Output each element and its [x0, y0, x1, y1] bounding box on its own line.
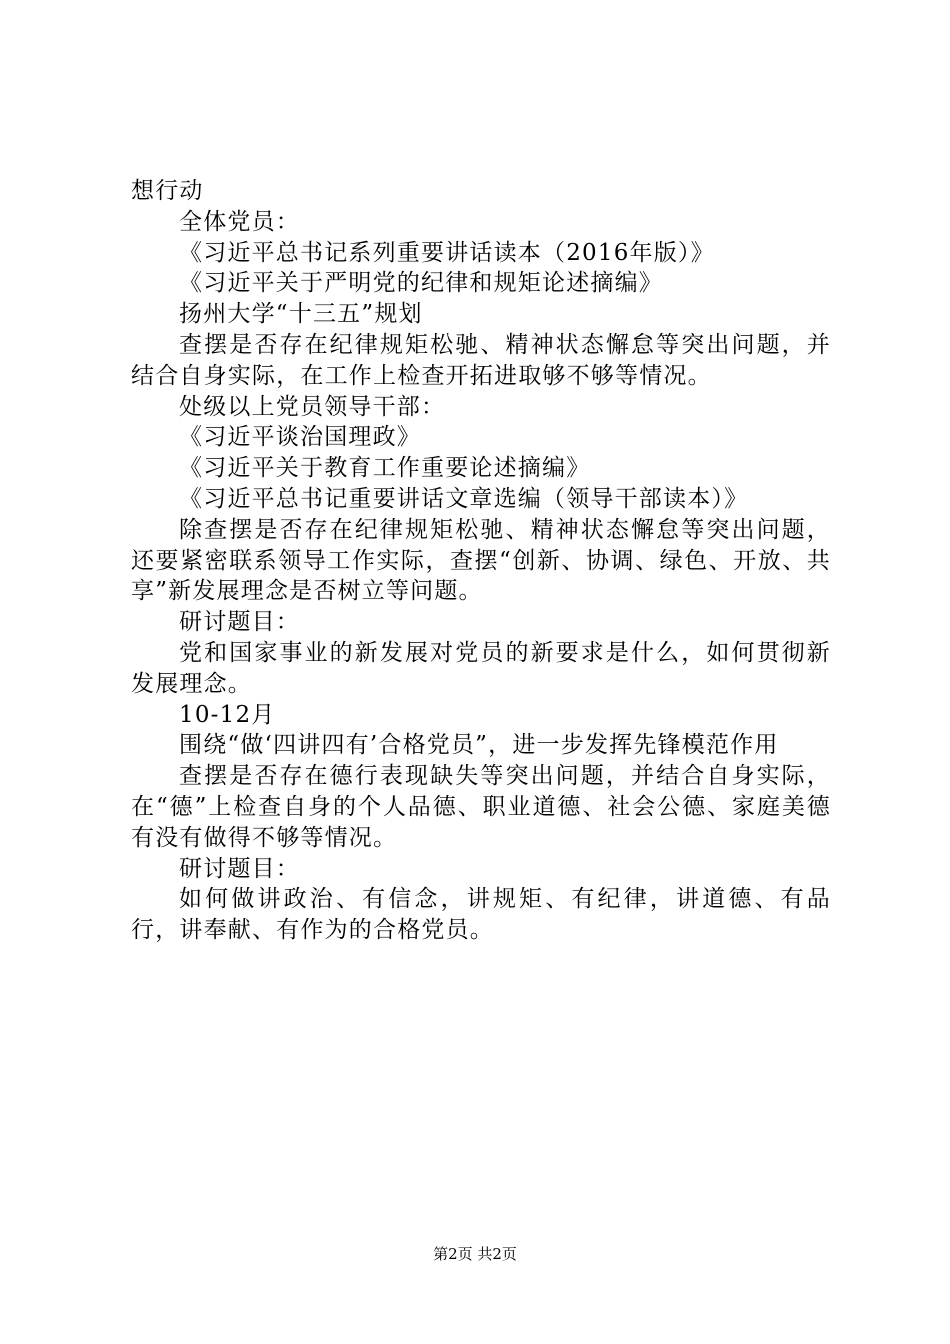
paragraph: 《习近平关于教育工作重要论述摘编》 — [179, 455, 591, 482]
paragraph: 围绕“做‘四讲四有’合格党员”，进一步发挥先锋模范作用 — [179, 732, 779, 759]
paragraph: 研讨题目： — [179, 609, 300, 636]
paragraph: 10-12月 — [179, 701, 276, 728]
paragraph: 《习近平总书记系列重要讲话读本（2016年版）》 — [179, 239, 715, 266]
paragraph: 处级以上党员领导干部： — [179, 393, 446, 420]
paragraph: 《习近平总书记重要讲话文章选编（领导干部读本）》 — [179, 485, 749, 512]
paragraph: 查摆是否存在德行表现缺失等突出问题，并结合自身实际，在“德”上检查自身的个人品德、职业道德、社会公德、家庭美德有没有做得不够等情况。 — [131, 763, 831, 851]
paragraph: 党和国家事业的新发展对党员的新要求是什么，如何贯彻新发展理念。 — [131, 639, 831, 697]
document-body — [131, 176, 831, 946]
paragraph: 《习近平关于严明党的纪律和规矩论述摘编》 — [179, 270, 663, 297]
paragraph: 查摆是否存在纪律规矩松驰、精神状态懈怠等突出问题，并结合自身实际，在工作上检查开拓进取够不够等情况。 — [131, 331, 831, 389]
paragraph: 全体党员： — [179, 208, 300, 235]
paragraph: 如何做讲政治、有信念，讲规矩、有纪律，讲道德、有品行，讲奉献、有作为的合格党员。 — [131, 886, 831, 944]
page-number-label: 第2页 共2页 — [433, 1245, 517, 1263]
paragraph: 《习近平谈治国理政》 — [179, 424, 421, 451]
paragraph: 研讨题目： — [179, 855, 300, 882]
page-footer — [0, 1244, 950, 1264]
paragraph: 扬州大学“十三五”规划 — [179, 301, 423, 328]
paragraph: 除查摆是否存在纪律规矩松驰、精神状态懈怠等突出问题，还要紧密联系领导工作实际，查摆“创新、协调、绿色、开放、共享”新发展理念是否树立等问题。 — [131, 516, 831, 605]
paragraph: 想行动 — [131, 178, 204, 204]
